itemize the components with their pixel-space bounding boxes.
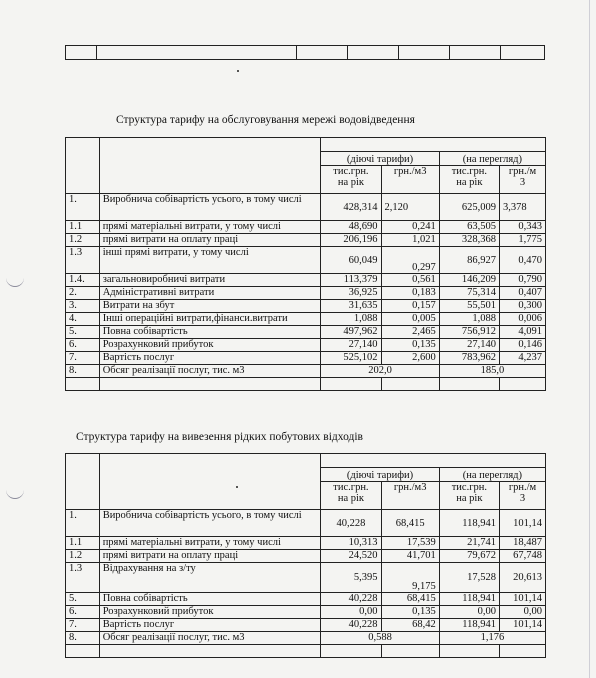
value-cell: 0,470 [500,247,546,274]
value-cell: 2,120 [381,194,439,221]
value-cell: 24,520 [321,550,381,563]
value-cell: 101,14 [500,593,546,606]
value-cell: 3,378 [500,194,546,221]
column-header-line: на рік [456,493,483,504]
row-label: Обсяг реалізації послуг, тис. м3 [99,632,321,645]
value-cell: 0,561 [381,274,439,287]
column-header [500,482,546,510]
value-cell: 146,209 [439,274,499,287]
table-cell [501,46,545,60]
top-table-fragment [65,45,545,60]
value-cell: 206,196 [321,234,381,247]
row-number: 6. [66,606,100,619]
value-cell: 118,941 [439,619,499,632]
value-cell: 1,021 [381,234,439,247]
value-cell: 10,313 [321,537,381,550]
row-label: прямі витрати на оплату праці [99,234,321,247]
value-cell: 113,379 [321,274,381,287]
column-header-line: 3 [519,177,526,188]
value-cell: 0,157 [381,300,439,313]
table-cell [439,645,499,658]
table-cell [381,645,439,658]
table-row [66,247,546,274]
row-number: 7. [66,619,100,632]
column-header-line: грн./м [508,482,537,493]
column-header [439,482,499,510]
value-cell: 36,925 [321,287,381,300]
column-header [321,166,381,194]
value-cell: 1,176 [439,632,545,645]
table-cell [99,378,321,391]
column-header-line: тис.грн. [333,166,369,177]
value-cell: 17,539 [381,537,439,550]
value-cell: 75,314 [439,287,499,300]
table-cell [381,378,439,391]
value-cell: 67,748 [500,550,546,563]
table-cell [99,645,321,658]
value-cell: 0,006 [500,313,546,326]
group-header: (діючі тарифи) [321,152,439,166]
table-cell [66,138,100,194]
value-cell: 40,228 [321,593,381,606]
value-cell: 0,146 [500,339,546,352]
table-cell [500,378,546,391]
value-cell: 2,600 [381,352,439,365]
table-row [66,194,546,221]
value-cell: 31,635 [321,300,381,313]
row-label: Повна собівартість [99,593,321,606]
row-number: 6. [66,339,100,352]
value-cell: 0,00 [321,606,381,619]
row-label: прямі матеріальні витрати, у тому числі [99,221,321,234]
value-cell: 79,672 [439,550,499,563]
table-cell [321,454,546,468]
value-cell: 756,912 [439,326,499,339]
section-title: Структура тарифу на обслуговування мережі водовідведення [116,114,415,126]
row-number: 1.1 [66,537,100,550]
punch-hole-mark [6,488,24,499]
row-label: Виробнича собівартість усього, в тому числі [99,510,321,537]
value-cell: 101,14 [500,510,546,537]
row-label: Вартість послуг [99,352,321,365]
row-label: Обсяг реалізації послуг, тис. м3 [99,365,321,378]
row-number: 1.3 [66,563,100,593]
column-header-line: 3 [519,493,526,504]
table-row [66,274,546,287]
table-row [66,378,546,391]
value-cell: 27,140 [321,339,381,352]
value-cell: 1,088 [439,313,499,326]
tariff-table-sewer [65,137,546,391]
value-cell: 1,775 [500,234,546,247]
value-cell: 68,42 [381,619,439,632]
group-header: (на перегляд) [439,152,545,166]
row-number: 2. [66,287,100,300]
table-cell [66,454,100,510]
table-row [66,352,546,365]
row-label: Витрати на збут [99,300,321,313]
table-cell [99,138,321,194]
row-label: загальновиробничі витрати [99,274,321,287]
value-cell: 0,241 [381,221,439,234]
table-row [66,454,546,468]
table-row [66,645,546,658]
table-row [66,619,546,632]
row-label: прямі матеріальні витрати, у тому числі [99,537,321,550]
value-cell: 17,528 [439,563,499,593]
value-cell: 40,228 [321,619,381,632]
value-cell: 41,701 [381,550,439,563]
value-cell: 0,005 [381,313,439,326]
table-row [66,138,546,152]
table-cell [96,46,296,60]
table-cell [450,46,501,60]
row-label: інші прямі витрати, у тому числі [99,247,321,274]
table-cell [399,46,450,60]
value-cell: 0,183 [381,287,439,300]
table-cell [321,378,381,391]
row-number: 5. [66,326,100,339]
column-header-line: тис.грн. [333,482,369,493]
table-cell [66,378,100,391]
value-cell: 0,588 [321,632,439,645]
row-label: Відрахування на з/ту [99,563,321,593]
table-row [66,606,546,619]
value-cell: 48,690 [321,221,381,234]
row-number: 1.2 [66,234,100,247]
row-number: 1.3 [66,247,100,274]
column-header [500,166,546,194]
table-row [66,234,546,247]
column-header-line: грн./м [508,166,537,177]
group-header: (на перегляд) [439,468,545,482]
column-header [439,166,499,194]
value-cell: 40,228 [321,510,381,537]
scan-speck [237,70,239,72]
value-cell: 497,962 [321,326,381,339]
table-row [66,365,546,378]
value-cell: 0,343 [500,221,546,234]
value-cell: 1,088 [321,313,381,326]
row-number: 5. [66,593,100,606]
value-cell: 5,395 [321,563,381,593]
value-cell: 101,14 [500,619,546,632]
row-number: 1.1 [66,221,100,234]
row-number: 1. [66,510,100,537]
table-cell [99,454,321,510]
value-cell: 2,465 [381,326,439,339]
value-cell: 783,962 [439,352,499,365]
value-cell: 0,790 [500,274,546,287]
value-cell: 4,091 [500,326,546,339]
table-cell [500,645,546,658]
column-header-line: тис.грн. [451,482,488,493]
row-number: 1.2 [66,550,100,563]
value-cell: 86,927 [439,247,499,274]
row-number: 8. [66,632,100,645]
value-cell: 0,135 [381,606,439,619]
value-cell: 0,00 [500,606,546,619]
value-cell: 63,505 [439,221,499,234]
table-row [66,300,546,313]
table-cell [66,46,97,60]
value-cell: 625,009 [439,194,499,221]
value-cell: 185,0 [439,365,545,378]
table-cell [439,378,499,391]
punch-hole-mark [6,276,24,287]
group-header: (діючі тарифи) [321,468,439,482]
table-cell [321,138,546,152]
row-label: прямі витрати на оплату праці [99,550,321,563]
column-header [321,482,381,510]
value-cell: 68,415 [381,510,439,537]
value-cell: 0,00 [439,606,499,619]
value-cell: 525,102 [321,352,381,365]
value-cell: 18,487 [500,537,546,550]
row-label: Повна собівартість [99,326,321,339]
page-edge-line [589,0,590,678]
row-number: 7. [66,352,100,365]
value-cell: 27,140 [439,339,499,352]
row-label: Розрахунковий прибуток [99,606,321,619]
row-number: 3. [66,300,100,313]
value-cell: 428,314 [321,194,381,221]
row-label: Розрахунковий прибуток [99,339,321,352]
value-cell: 0,407 [500,287,546,300]
table-row [66,537,546,550]
table-row [66,510,546,537]
value-cell: 60,049 [321,247,381,274]
row-label: Виробнича собівартість усього, в тому числі [99,194,321,221]
column-header: грн./м3 [381,166,439,194]
column-header: грн./м3 [381,482,439,510]
value-cell: 55,501 [439,300,499,313]
table-row [66,221,546,234]
row-label: Вартість послуг [99,619,321,632]
column-header-line: тис.грн. [451,166,488,177]
column-header-line: на рік [337,177,365,188]
table-row [66,563,546,593]
row-number: 1. [66,194,100,221]
table-row [66,326,546,339]
value-cell: 0,135 [381,339,439,352]
table-row [66,313,546,326]
value-cell: 20,613 [500,563,546,593]
value-cell: 0,300 [500,300,546,313]
row-number: 1.4. [66,274,100,287]
table-row [66,339,546,352]
row-number: 8. [66,365,100,378]
table-cell [66,645,100,658]
value-cell: 4,237 [500,352,546,365]
table-row [66,287,546,300]
value-cell: 328,368 [439,234,499,247]
value-cell: 9,175 [381,563,439,593]
table-cell [321,645,381,658]
row-label: Адміністративні витрати [99,287,321,300]
table-row [66,593,546,606]
table-row [66,550,546,563]
row-label: Інші операційні витрати,фінанси.витрати [99,313,321,326]
value-cell: 68,415 [381,593,439,606]
value-cell: 118,941 [439,510,499,537]
column-header-line: на рік [337,493,365,504]
table-cell [347,46,398,60]
value-cell: 21,741 [439,537,499,550]
column-header-line: на рік [456,177,483,188]
table-row [66,632,546,645]
value-cell: 0,297 [381,247,439,274]
table-cell [296,46,347,60]
section-title: Структура тарифу на вивезення рідких побутових відходів [76,431,363,443]
value-cell: 118,941 [439,593,499,606]
row-number: 4. [66,313,100,326]
value-cell: 202,0 [321,365,439,378]
tariff-table-liquid-waste [65,453,546,658]
